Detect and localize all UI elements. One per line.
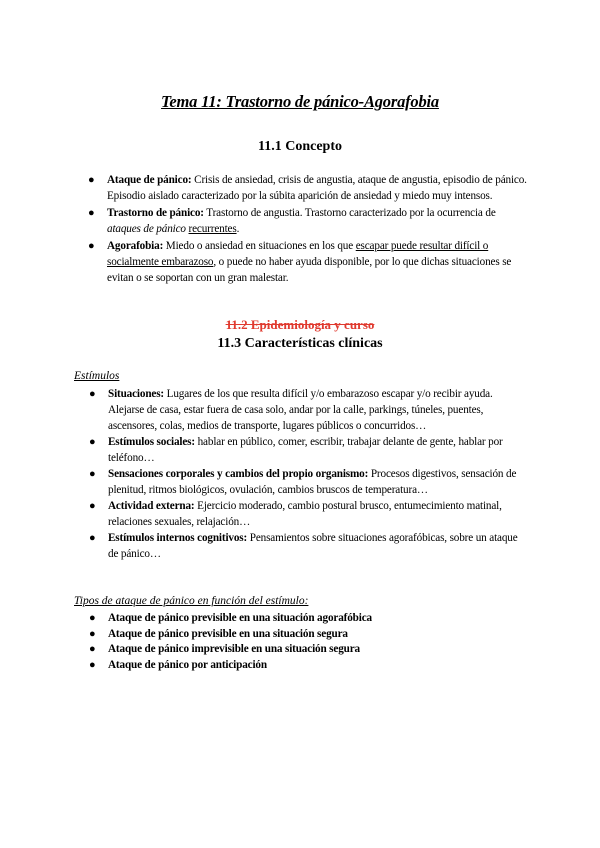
definition: Trastorno de angustia. Trastorno caracterizado por la ocurrencia de <box>203 207 496 219</box>
stimuli-label: Estímulos <box>74 370 120 382</box>
document-title: Tema 11: Trastorno de pánico-Agorafobia <box>161 92 439 111</box>
list-item <box>89 434 528 466</box>
term: Situaciones: <box>108 388 165 400</box>
term: Estímulos internos cognitivos: <box>108 532 248 544</box>
bullet-icon: ● <box>89 658 96 671</box>
definition: hablar en público, comer, escribir, trabajar delante de gente, hablar por teléfono… <box>108 436 503 464</box>
bullet-icon: ● <box>89 627 96 640</box>
definition: Ejercicio moderado, cambio postural brusco, entumecimiento matinal, relaciones sexuales, relajación… <box>108 500 502 528</box>
list-item <box>88 172 527 204</box>
definition-italic: ataques de pánico <box>107 223 186 235</box>
list-item: ● Trastorno de pánico: Trastorno de angustia. Trastorno caracterizado por la ocurrencia de ataques de pánico recurrentes. <box>88 207 496 235</box>
term: Estímulos sociales: <box>108 436 195 448</box>
term: Ataque de pánico: <box>107 174 192 186</box>
list-item <box>89 498 528 530</box>
definition: Lugares de los que resulta difícil y/o embarazoso escapar y/o recibir ayuda. Alejarse de casa, estar fuera de casa solo, andar por la calle, parkings, túneles, puentes, ascensores, colas, medios de transporte, lugares públicos o concurridos… <box>108 388 493 432</box>
definition: Procesos digestivos, sensación de plenitud, ritmos biológicos, ovulación, cambios bruscos de temperatura… <box>108 468 517 496</box>
list-item <box>89 386 528 434</box>
definition: Miedo o ansiedad en situaciones en los que <box>163 240 356 252</box>
list-item: ● Agorafobia: Miedo o ansiedad en situaciones en los que escapar puede resultar difícil o socialmente embarazoso, o puede no haber ayuda disponible, por lo que dichas situaciones se evitan o se soportan con un gran malestar. <box>88 240 512 284</box>
type-label: Ataque de pánico por anticipación <box>108 658 267 671</box>
definition-underlined: escapar puede resultar difícil o socialmente embarazoso <box>107 240 489 268</box>
list-item <box>89 466 528 498</box>
section-heading-concept: 11.1 Concepto <box>258 139 342 154</box>
list-item <box>89 611 528 627</box>
list-item <box>89 627 528 643</box>
type-label: Ataque de pánico imprevisible en una situación segura <box>108 643 360 655</box>
bullet-icon: ● <box>88 174 95 186</box>
list-item <box>89 530 528 562</box>
term: Actividad externa: <box>108 500 195 512</box>
types-list <box>89 611 528 673</box>
list-item <box>89 658 528 674</box>
definition: Pensamientos sobre situaciones agorafóbicas, sobre un ataque de pánico… <box>108 532 518 560</box>
definition: Crisis de ansiedad, crisis de angustia, ataque de angustia, episodio de pánico. Episodio aislado caracterizado por la súbita aparición de ansiedad y miedo muy intensos. <box>107 174 527 202</box>
bullet-icon: ● <box>89 436 96 448</box>
term: Agorafobia: <box>107 240 164 252</box>
bullet-icon: ● <box>89 532 96 544</box>
type-label: Ataque de pánico previsible en una situación agorafóbica <box>108 612 372 624</box>
types-label: Tipos de ataque de pánico en función del estímulo: <box>74 595 309 607</box>
concept-list <box>88 172 527 287</box>
bullet-icon: ● <box>89 500 96 512</box>
bullet-icon: ● <box>89 612 96 624</box>
type-label: Ataque de pánico previsible en una situación segura <box>108 627 348 640</box>
bullet-icon: ● <box>88 240 95 252</box>
bullet-icon: ● <box>89 643 96 655</box>
definition-underlined: recurrentes <box>188 223 237 235</box>
term: Sensaciones corporales y cambios del propio organismo: <box>108 468 369 480</box>
bullet-icon: ● <box>89 388 96 400</box>
section-heading-epidemiology: 11.2 Epidemiología y curso <box>225 317 375 332</box>
list-item <box>89 642 528 658</box>
stimuli-list <box>89 386 528 562</box>
section-heading-characteristics: 11.3 Características clínicas <box>217 336 383 351</box>
bullet-icon: ● <box>88 207 95 219</box>
term: Trastorno de pánico: <box>107 207 204 219</box>
bullet-icon: ● <box>89 468 96 480</box>
